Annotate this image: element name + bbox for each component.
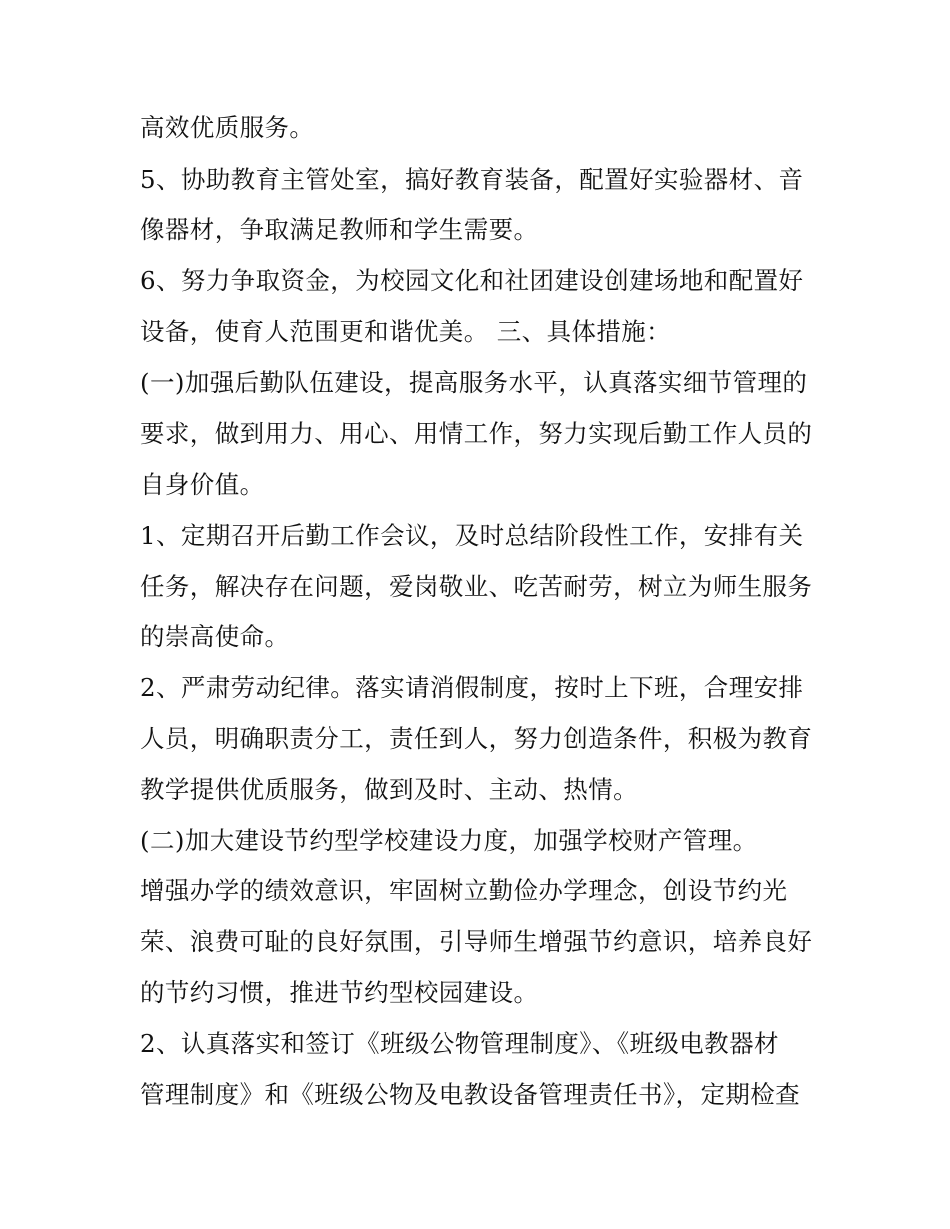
text-line: (一)加强后勤队伍建设，提高服务水平，认真落实细节管理的 — [140, 368, 808, 397]
text-line: 增强办学的绩效意识，牢固树立勤俭办学理念，创设节约光 — [140, 876, 788, 905]
text-line: 2、认真落实和签订《班级公物管理制度》、《班级电教器材 — [140, 1029, 779, 1058]
text-line: 人员，明确职责分工，责任到人，努力创造条件，积极为教育 — [140, 724, 813, 753]
text-line: 教学提供优质服务，做到及时、主动、热情。 — [140, 775, 638, 804]
text-line: 5、协助教育主管处室，搞好教育装备，配置好实验器材、音 — [140, 165, 804, 194]
text-line: 6、努力争取资金，为校园文化和社团建设创建场地和配置好 — [140, 266, 804, 295]
text-line: 荣、浪费可耻的良好氛围，引导师生增强节约意识，培养良好 — [140, 927, 813, 956]
text-line: 2、严肃劳动纪律。落实请消假制度，按时上下班，合理安排 — [140, 673, 804, 702]
text-line: 1、定期召开后勤工作会议，及时总结阶段性工作，安排有关 — [140, 521, 804, 550]
text-line: 要求，做到用力、用心、用情工作，努力实现后勤工作人员的 — [140, 419, 813, 448]
text-line: 高效优质服务。 — [140, 113, 315, 142]
text-line: 的节约习惯，推进节约型校园建设。 — [140, 978, 539, 1007]
text-line: 像器材，争取满足教师和学生需要。 — [140, 215, 539, 244]
text-line: 任务，解决存在问题，爱岗敬业、吃苦耐劳，树立为师生服务 — [140, 572, 813, 601]
text-line: 自身价值。 — [140, 470, 265, 499]
text-line: (二)加大建设节约型学校建设力度，加强学校财产管理。 — [140, 826, 758, 855]
text-line: 管理制度》和《班级公物及电教设备管理责任书》，定期检查 — [140, 1080, 801, 1109]
text-line: 的崇高使命。 — [140, 622, 290, 651]
text-line: 设备，使育人范围更和谐优美。 三、具体措施： — [140, 317, 672, 346]
